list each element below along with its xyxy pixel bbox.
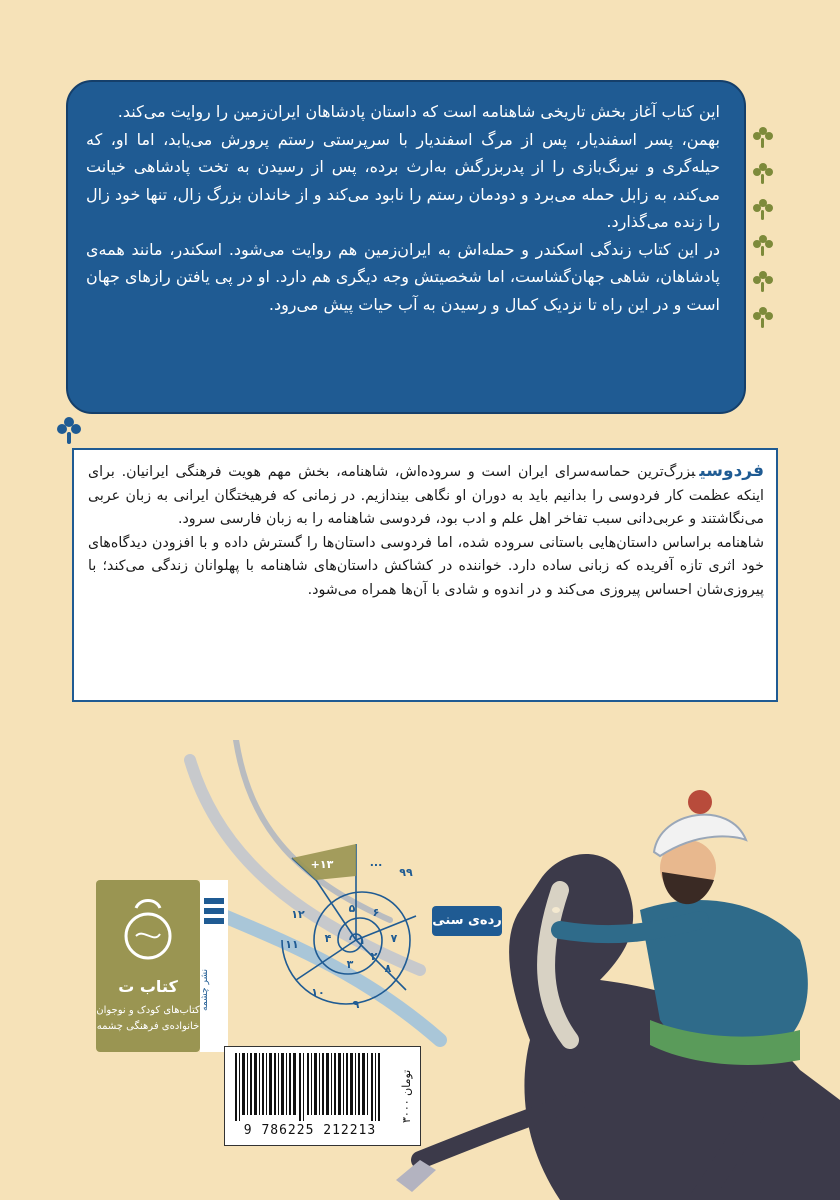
- ornament-icon: [752, 128, 774, 150]
- horse-eye-icon: [552, 907, 560, 913]
- ornament-column: [752, 128, 776, 344]
- age-cell-8: ۸: [384, 962, 392, 975]
- age-cell-dots: ...: [369, 856, 383, 869]
- turban-top-icon: [688, 790, 712, 814]
- age-cell-99: ۹۹: [399, 866, 413, 879]
- intro-box: [66, 80, 746, 414]
- barcode-bars-icon: [233, 1053, 383, 1121]
- age-cell-11: ۱۱: [285, 938, 299, 951]
- ornament-icon: [752, 200, 774, 222]
- logo-name: کتاب ت: [118, 977, 178, 996]
- barcode: [224, 1046, 396, 1146]
- age-cell-7: ۷: [390, 932, 398, 945]
- age-cell-6: ۶: [372, 906, 380, 919]
- ornament-icon: [752, 164, 774, 186]
- about-box: [72, 448, 778, 702]
- kitab-emblem-icon: [96, 888, 200, 978]
- price-strip: [394, 1046, 421, 1146]
- age-rating-spiral: [256, 840, 456, 1040]
- intro-paragraph-2: بهمن، پسر اسفندیار، پس از مرگ اسفندیار با سرپرستی رستم پرورش می‌یابد، اما او، که حیله‌گری و نیرنگ‌بازی را از پدربزرگش به‌ارث برده، پس از رسیدن به تخت پادشاهی خیانت می‌کند، به زابل حمله می‌برد و دودمان رستم را نابود می‌کند و از خاندان بزرگ زال، تنها خود زال را زنده می‌گذارد.: [86, 129, 720, 231]
- intro-paragraph-3: در این کتاب زندگی اسکندر و حمله‌اش به ایران‌زمین هم روایت می‌شود. اسکندر، مانند همه‌ی پادشاهان، شاهی جهان‌گشاست، اما شخصیتش وجه دیگری هم دارد. او در پی یافتن رازهای جهان است و در این راه تا نزدیک کمال و رسیدن به آب حیات پیش می‌رود.: [86, 239, 720, 314]
- ornament-icon: [752, 236, 774, 258]
- logo-line-1: کتاب‌های کودک و نوجوان: [96, 1005, 200, 1016]
- age-cell-12: ۱۲: [291, 908, 305, 921]
- age-cell-9: ۹: [352, 998, 360, 1011]
- barcode-digits: 9 786225 212213: [243, 1123, 377, 1138]
- cheshmeh-logo-icon: [200, 894, 228, 934]
- age-cell-4: ۴: [324, 932, 332, 945]
- age-cell-2: ۲: [370, 950, 378, 963]
- ornament-icon: [752, 272, 774, 294]
- blue-ornament-icon: [54, 418, 84, 448]
- logo-line-2: خانواده‌ی فرهنگی چشمه: [96, 1021, 200, 1032]
- ferdowsi-name: فردوسی: [699, 461, 764, 481]
- kitab-logo: [96, 880, 200, 1052]
- about-paragraph-1: [88, 460, 764, 532]
- age-cell-3: ۳: [346, 958, 354, 971]
- age-cell-5: ۵: [348, 902, 356, 915]
- publisher-label: نشر چشمه: [200, 969, 210, 1011]
- age-cell-1: ۱: [358, 934, 366, 947]
- about-paragraph-1-text: بزرگ‌ترین حماسه‌سرای ایران است و سروده‌اش، شاهنامه، بخش مهم هویت فرهنگی ایرانیان. برای اینکه عظمت کار فردوسی را بدانیم باید به دوران او نگاهی بیندازیم. در زمانی که فرهیختگان ایرانی به زبان عربی می‌نگاشتند و عربی‌دانی سبب تفاخر اهل علم و ادب بود، فردوسی شاهنامه را به زبان فارسی سرود.: [88, 464, 764, 528]
- age-cell-10: ۱۰: [311, 986, 325, 999]
- ornament-icon: [752, 308, 774, 330]
- price-text: ۳۰۰۰ تومان: [400, 1069, 413, 1123]
- age-cell-13-plus: +۱۳: [310, 858, 334, 871]
- publisher-strip: [200, 880, 228, 1052]
- about-paragraph-2: شاهنامه براساس داستان‌هایی باستانی سروده شده، اما فردوسی داستان‌ها را گسترش داده و با افزودن دیدگاه‌های خود اثری تازه آفریده که زبانی ساده دارد. خواننده در کشاکش داستان‌های شاهنامه با پهلوانان زندگی می‌کند؛ با پیروزی‌شان احساس پیروزی می‌کند و در اندوه و شادی با آن‌ها همراه می‌شود.: [88, 534, 764, 598]
- age-rating-label: رده‌ی سنی: [432, 906, 502, 936]
- intro-paragraph-1: این کتاب آغاز بخش تاریخی شاهنامه است که داستان پادشاهان ایران‌زمین را روایت می‌کند.: [117, 102, 720, 121]
